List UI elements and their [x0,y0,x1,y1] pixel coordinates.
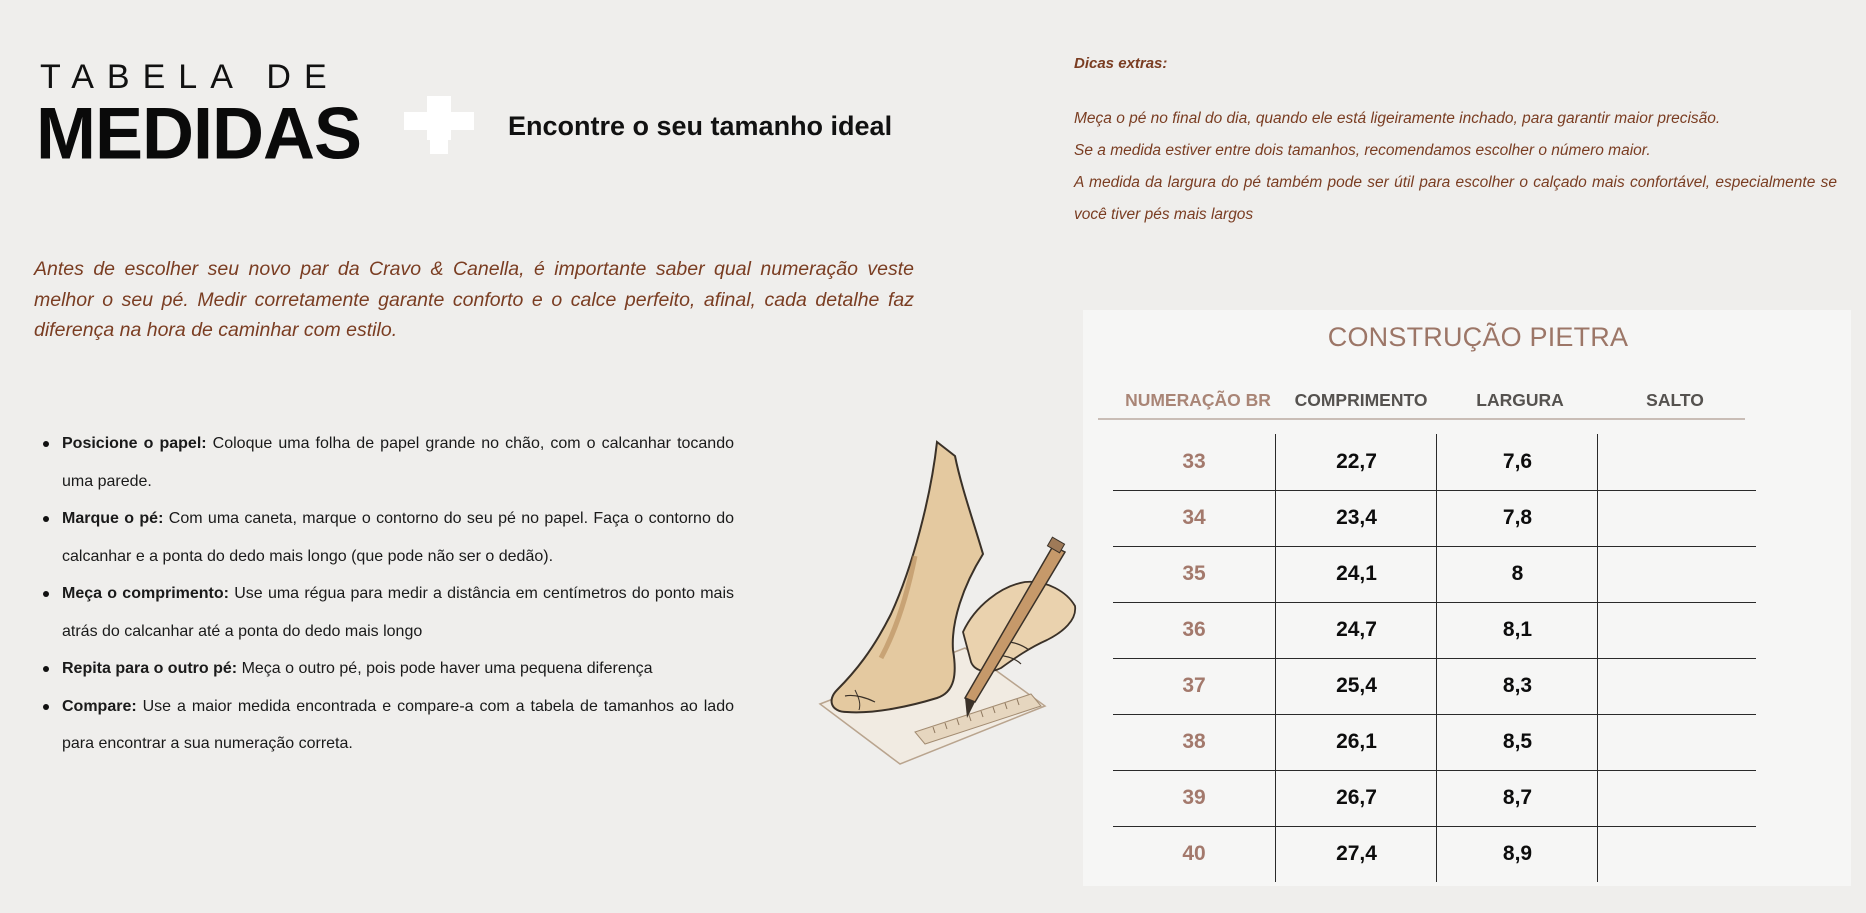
step-label: Repita para o outro pé: [62,660,238,677]
size-cell: 38 [1182,730,1206,753]
list-item [62,575,734,650]
header-divider [1098,418,1745,420]
length-cell: 23,4 [1275,490,1437,546]
size-cell: 36 [1182,618,1206,641]
tips-title: Dicas extras: [1074,55,1168,72]
table-row [1113,826,1756,882]
heel-cell [1597,490,1757,546]
size-cell: 37 [1182,674,1206,697]
length-cell: 26,7 [1275,770,1437,826]
table-row [1113,546,1756,603]
length-cell: 26,1 [1275,714,1437,770]
tips-list [1074,103,1837,231]
list-item [62,688,734,763]
foot-tracing-illustration [815,436,1080,766]
step-label: Meça o comprimento: [62,585,229,602]
tip-item: Se a medida estiver entre dois tamanhos, recomendamos escolher o número maior. [1074,142,1651,159]
heel-cell [1597,602,1757,658]
list-item [62,500,734,575]
width-cell: 8,9 [1436,826,1598,882]
width-cell: 7,8 [1436,490,1598,546]
heel-cell [1597,546,1757,602]
size-cell: 35 [1182,562,1206,585]
tip-item: Meça o pé no final do dia, quando ele está ligeiramente inchado, para garantir maior precisão. [1074,110,1721,127]
width-cell: 8,7 [1436,770,1598,826]
column-header-width: LARGURA [1476,390,1564,410]
list-item [62,425,734,500]
step-label: Posicione o papel: [62,435,207,452]
heel-cell [1597,434,1757,490]
length-cell: 22,7 [1275,434,1437,490]
width-cell: 8 [1436,546,1598,602]
length-cell: 24,7 [1275,602,1437,658]
plus-icon [404,96,474,154]
size-cell: 39 [1182,786,1206,809]
page-title-top: TABELA DE [40,58,340,96]
table-row [1113,714,1756,771]
length-cell: 27,4 [1275,826,1437,882]
width-cell: 8,3 [1436,658,1598,714]
measure-steps-list [40,425,734,763]
size-table-card [1083,310,1851,886]
width-cell: 7,6 [1436,434,1598,490]
table-row [1113,658,1756,715]
page-title-main: MEDIDAS [36,93,362,175]
length-cell: 24,1 [1275,546,1437,602]
step-text: Use uma régua para medir a distância em centímetros do ponto mais atrás do calcanhar até a ponta do dedo mais longo [62,585,735,640]
tip-item: A medida da largura do pé também pode ser útil para escolher o calçado mais confortável, especialmente se você tiver pés mais largos [1074,174,1837,223]
step-text: Use a maior medida encontrada e compare-a com a tabela de tamanhos ao lado para encontrar a sua numeração correta. [62,697,734,752]
length-cell: 25,4 [1275,658,1437,714]
tagline: Encontre o seu tamanho ideal [508,111,893,141]
step-label: Marque o pé: [62,510,164,527]
column-header-heel: SALTO [1646,390,1704,410]
step-text: Com uma caneta, marque o contorno do seu pé no papel. Faça o contorno do calcanhar e a ponta do dedo mais longo (que pode não ser o dedão). [62,510,735,565]
size-table-title: CONSTRUÇÃO PIETRA [1327,322,1629,352]
table-row [1113,770,1756,827]
width-cell: 8,1 [1436,602,1598,658]
table-row [1113,434,1756,491]
width-cell: 8,5 [1436,714,1598,770]
step-text: Meça o outro pé, pois pode haver uma pequena diferença [237,660,653,677]
list-item [62,650,734,688]
size-cell: 33 [1182,450,1206,473]
size-cell: 40 [1182,842,1206,865]
heel-cell [1597,826,1757,882]
heel-cell [1597,658,1757,714]
heel-cell [1597,770,1757,826]
step-text: Coloque uma folha de papel grande no chão, com o calcanhar tocando uma parede. [62,435,735,490]
column-header-size: NUMERAÇÃO BR [1125,390,1271,410]
table-row [1113,490,1756,547]
size-cell: 34 [1182,506,1206,529]
step-label: Compare: [62,697,137,715]
table-row [1113,602,1756,659]
intro-paragraph: Antes de escolher seu novo par da Cravo & Canella, é importante saber qual numeração veste melhor o seu pé. Medir corretamente garante conforto e o calce perfeito, afinal, cada detalhe faz diferença na hora de caminhar com estilo. [34,258,914,341]
column-header-length: COMPRIMENTO [1294,390,1428,410]
heel-cell [1597,714,1757,770]
